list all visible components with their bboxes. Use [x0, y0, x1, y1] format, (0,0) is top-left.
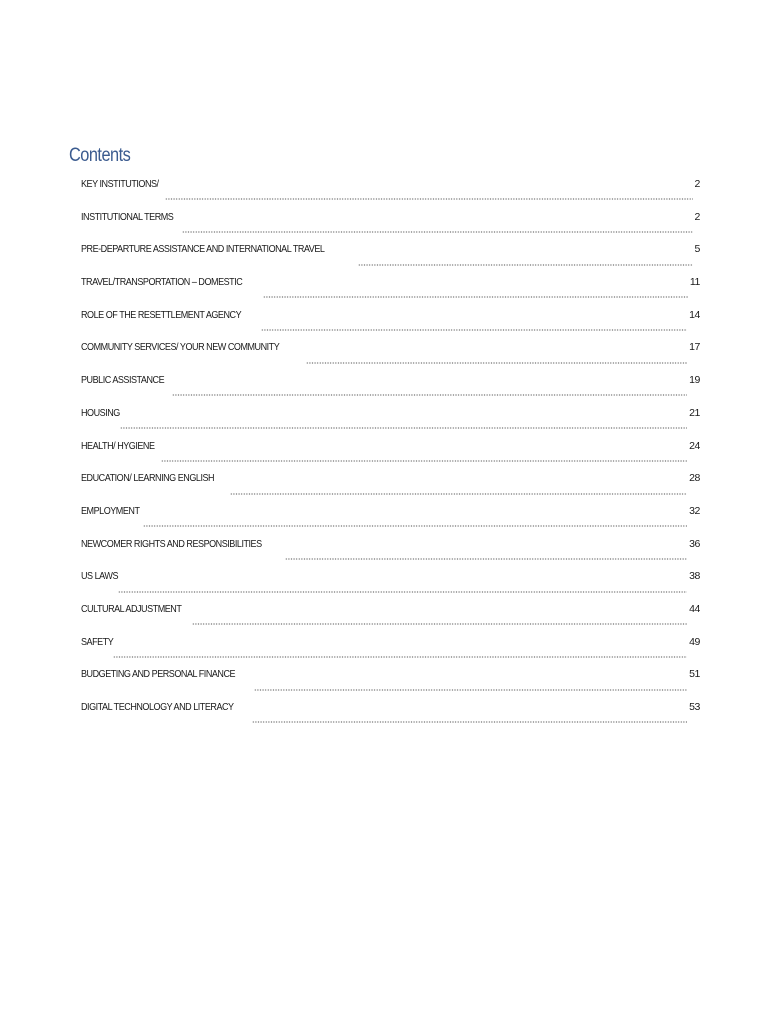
toc-dot-leader	[261, 321, 687, 331]
toc-entry-title: TRAVEL/TRANSPORTATION – DOMESTIC	[81, 276, 243, 289]
toc-entry[interactable]	[81, 538, 700, 571]
toc-entry-title: HOUSING	[81, 406, 120, 419]
toc-dot-leader	[113, 648, 688, 658]
toc-entry[interactable]	[81, 636, 700, 669]
toc-entry[interactable]	[81, 668, 700, 701]
toc-dot-leader	[285, 550, 687, 560]
toc-entry[interactable]	[81, 701, 700, 734]
toc-entry-page: 17	[689, 341, 700, 354]
toc-entry[interactable]	[81, 440, 700, 473]
toc-dot-leader	[172, 386, 687, 396]
toc-entry-title: EDUCATION/ LEARNING ENGLISH	[81, 472, 215, 485]
toc-entry-title: EMPLOYMENT	[81, 504, 140, 517]
toc-entry-page: 5	[694, 243, 700, 256]
toc-dot-leader	[120, 419, 687, 429]
toc-entry-title: CULTURAL ADJUSTMENT	[81, 602, 182, 615]
toc-entry-title: INSTITUTIONAL TERMS	[81, 210, 174, 223]
toc-entry[interactable]	[81, 276, 700, 309]
toc-entry[interactable]	[81, 374, 700, 407]
toc-dot-leader	[192, 615, 687, 625]
toc-entry-title: NEWCOMER RIGHTS AND RESPONSIBILITIES	[81, 537, 262, 550]
toc-entry-page: 51	[689, 668, 700, 681]
toc-entry-page: 11	[689, 276, 700, 289]
toc-entry-title: PUBLIC ASSISTANCE	[81, 374, 165, 387]
toc-dot-leader	[306, 354, 688, 364]
toc-entry[interactable]	[81, 407, 700, 440]
toc-entry-title: COMMUNITY SERVICES/ YOUR NEW COMMUNITY	[81, 341, 280, 354]
toc-entry-page: 24	[689, 439, 700, 452]
toc-entry[interactable]	[81, 570, 700, 603]
toc-entry-page: 19	[689, 374, 700, 387]
toc-entry-title: ROLE OF THE RESETTLEMENT AGENCY	[81, 308, 242, 321]
toc-entry-page: 49	[689, 635, 700, 648]
toc-entry-title: KEY INSTITUTIONS/	[81, 178, 159, 190]
toc-heading: Contents	[69, 145, 131, 166]
toc-entry[interactable]	[81, 243, 700, 276]
toc-dot-leader	[254, 681, 687, 691]
toc-entry-title: DIGITAL TECHNOLOGY AND LITERACY	[81, 701, 234, 713]
toc-dot-leader	[161, 452, 688, 462]
toc-entry-title: PRE-DEPARTURE ASSISTANCE AND INTERNATIONAL TRAVEL	[81, 243, 325, 256]
toc-entry-page: 53	[689, 701, 700, 713]
toc-entry-title: BUDGETING AND PERSONAL FINANCE	[81, 668, 236, 681]
toc-entry-page: 28	[689, 472, 700, 485]
toc-entry[interactable]	[81, 603, 700, 636]
toc-entry-page: 44	[689, 602, 700, 615]
toc-dot-leader	[143, 517, 687, 527]
toc-dot-leader	[230, 485, 687, 495]
toc-entry-page: 2	[694, 210, 700, 223]
toc-dot-leader	[358, 256, 692, 266]
toc-entry[interactable]	[81, 472, 700, 505]
toc-entry-page: 32	[689, 504, 700, 517]
toc-dot-leader	[118, 583, 687, 593]
toc-entry[interactable]	[81, 505, 700, 538]
toc-entry-page: 36	[689, 537, 700, 550]
toc-entry-page: 2	[694, 178, 700, 190]
toc-dot-leader	[252, 713, 687, 723]
toc-entry-title: SAFETY	[81, 635, 114, 648]
toc-dot-leader	[182, 223, 692, 233]
toc-entry[interactable]	[81, 309, 700, 342]
toc-dot-leader	[165, 190, 692, 200]
toc-entry[interactable]	[81, 341, 700, 374]
toc-entry-page: 21	[689, 406, 700, 419]
toc-entry[interactable]	[81, 178, 700, 211]
toc-entry-page: 14	[689, 308, 700, 321]
toc-entry-title: HEALTH/ HYGIENE	[81, 439, 155, 452]
toc-entry[interactable]	[81, 211, 700, 244]
toc-entry-page: 38	[689, 570, 700, 583]
table-of-contents	[81, 178, 700, 734]
toc-entry-title: US LAWS	[81, 570, 119, 583]
toc-dot-leader	[263, 288, 688, 298]
